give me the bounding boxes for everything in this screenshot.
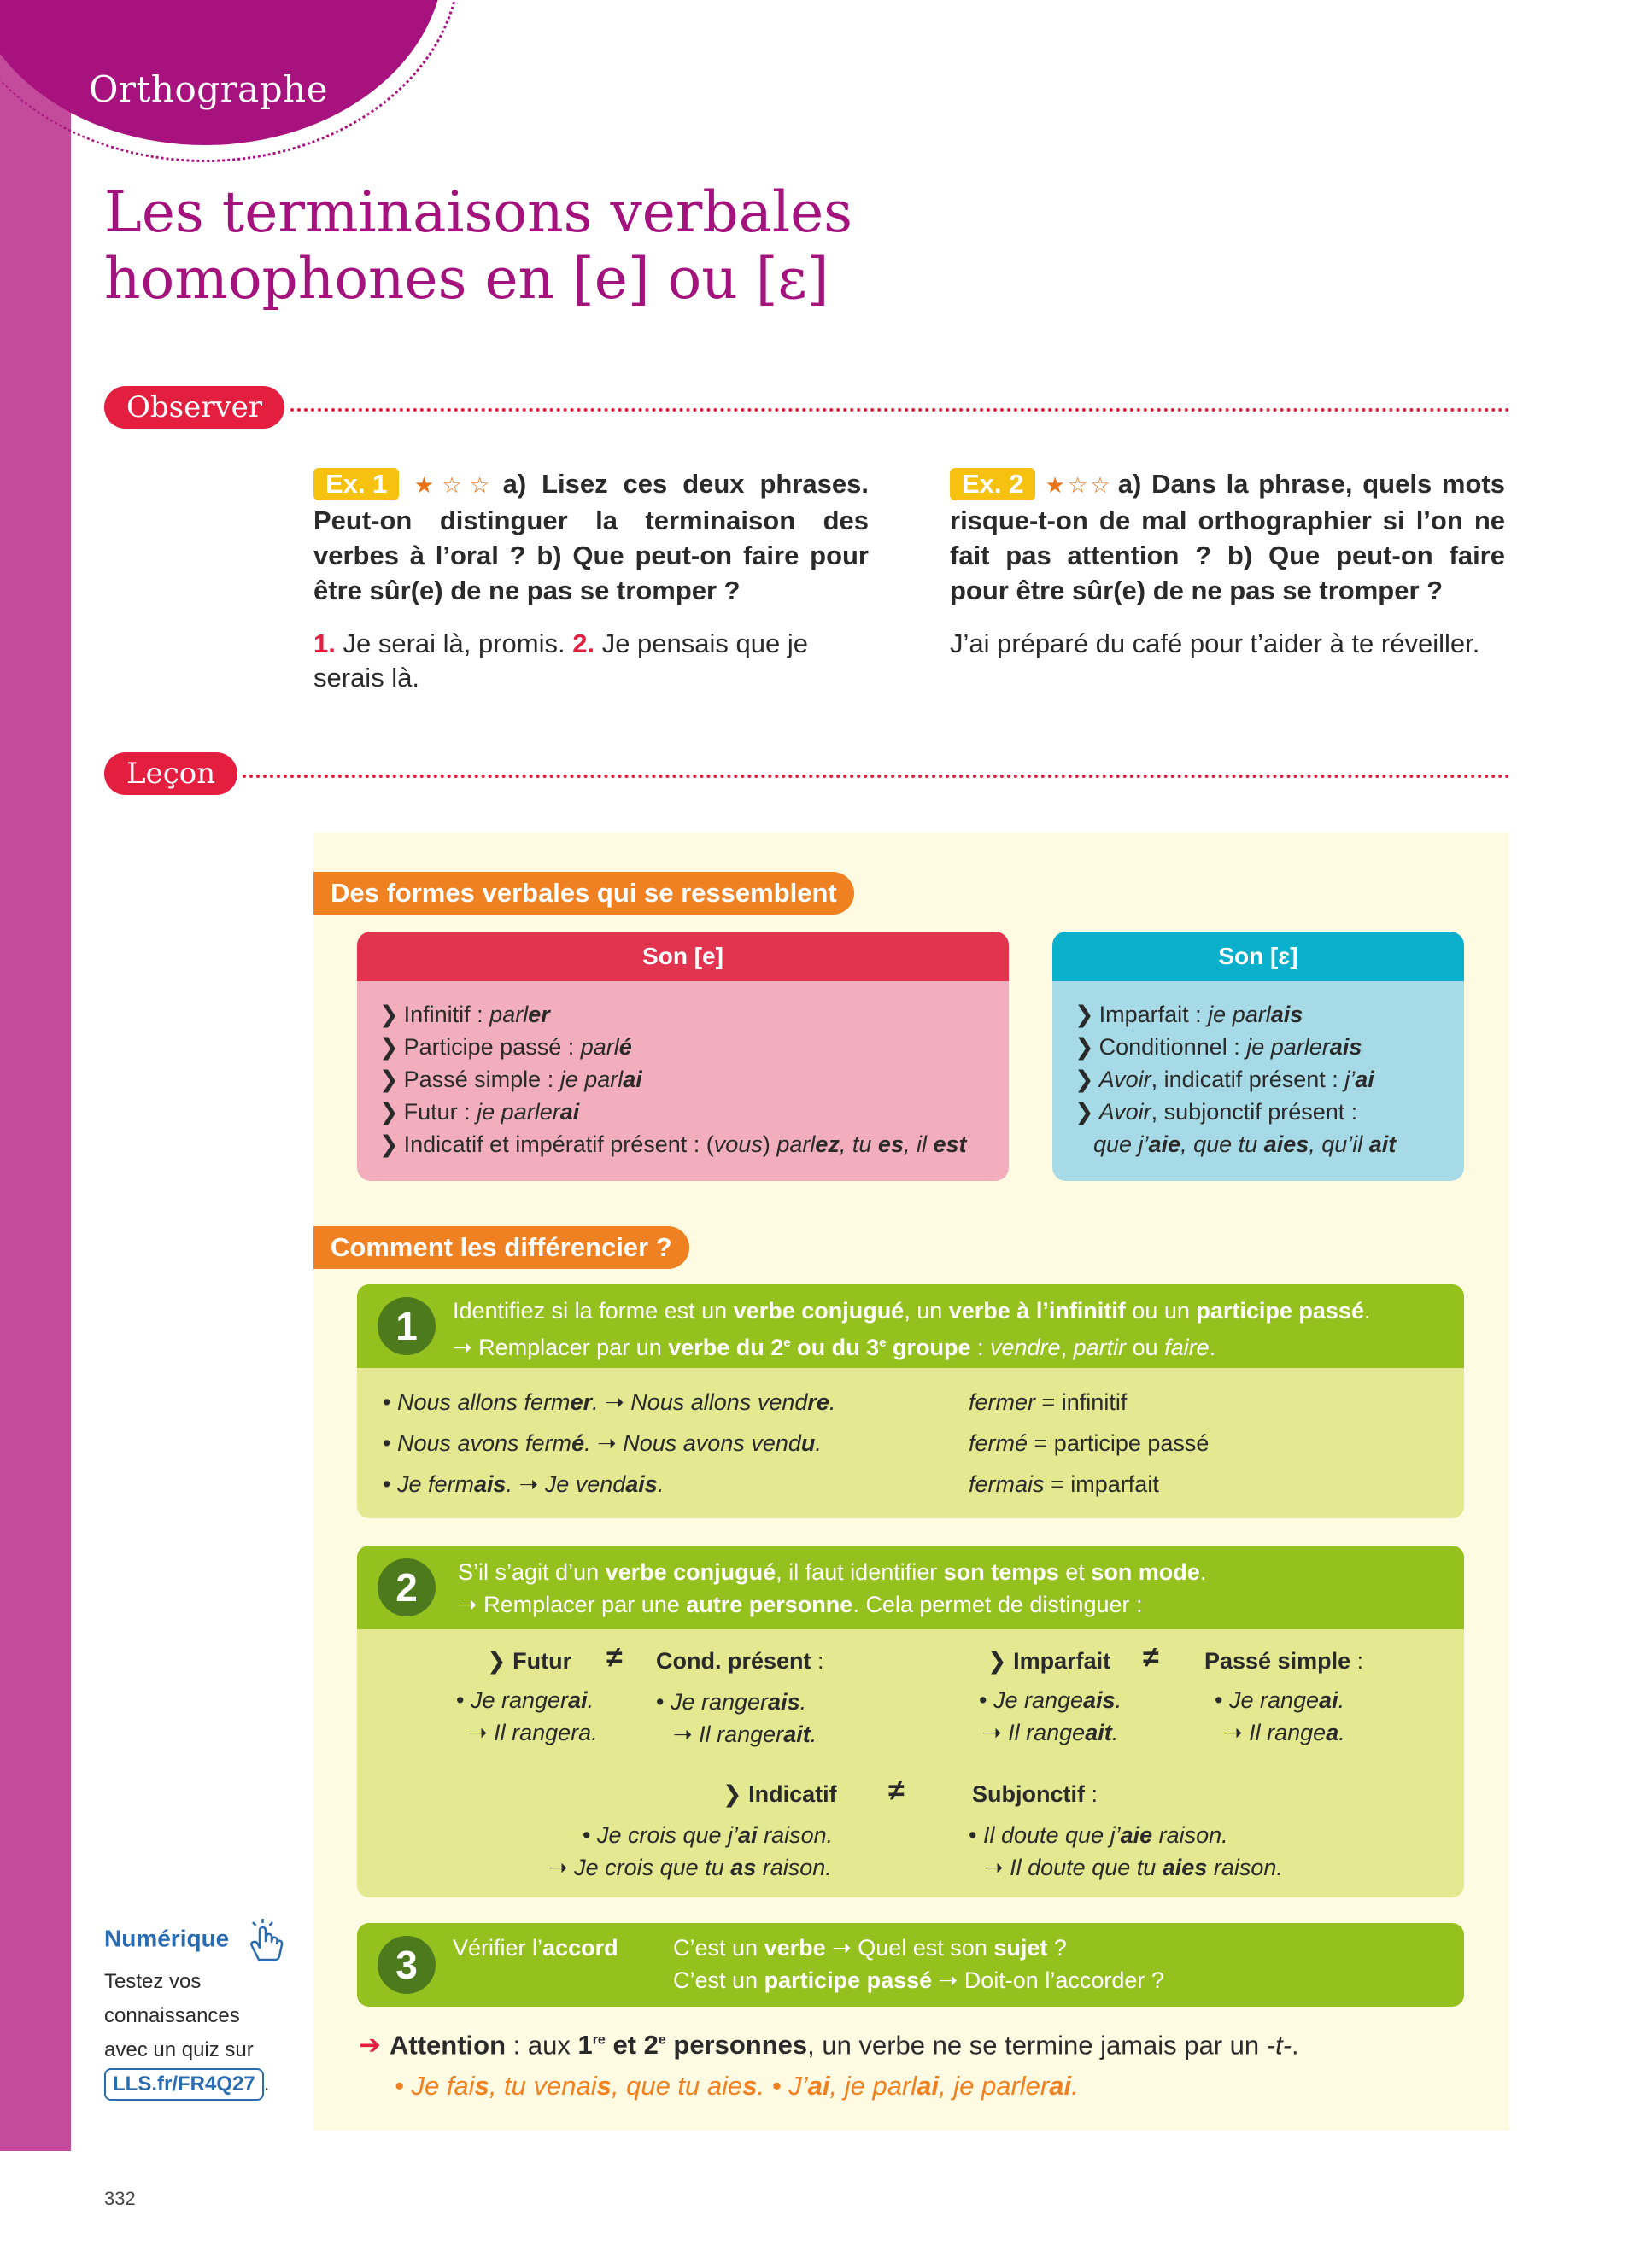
- page-number: 332: [104, 2188, 136, 2209]
- not-equal-icon: ≠: [606, 1641, 623, 1674]
- step-3-number: 3: [378, 1936, 436, 1994]
- exercise-1-sentences: 1. Je serai là, promis. 2. Je pensais que je serais là.: [313, 628, 808, 693]
- label-cond-present: Cond. présent :: [656, 1648, 824, 1674]
- list-item: que j’aie, que tu aies, qu’il ait: [1093, 1131, 1397, 1157]
- list-item: ❯ Avoir, subjonctif présent :: [1075, 1099, 1358, 1125]
- list-item: ❯ Avoir, indicatif présent : j’ai: [1075, 1067, 1374, 1092]
- example-line: • Je rangerais.: [656, 1689, 807, 1715]
- quiz-link[interactable]: LLS.fr/FR4Q27: [104, 2068, 264, 2101]
- attention-note: ➔ Attention : aux 1re et 2e personnes, un verbe ne se termine jamais par un -t-. • Je fais, tu venais, que tu aies. • J’ai, je parlai, je parlerai.: [359, 2020, 1299, 2107]
- example-line: ➝ Il rangerait.: [673, 1721, 817, 1747]
- label-passe-simple: Passé simple :: [1204, 1648, 1364, 1674]
- list-item: ❯ Imparfait : je parlais: [1075, 1002, 1303, 1027]
- block-1-title: Des formes verbales qui se ressemblent: [313, 872, 854, 915]
- label-indicatif: ❯ Indicatif: [723, 1781, 837, 1807]
- example-line: ➝ Il doute que tu aies raison.: [984, 1855, 1283, 1880]
- example-line: ➝ Il rangera.: [468, 1720, 598, 1745]
- list-item: ❯ Futur : je parlerai: [379, 1099, 580, 1125]
- not-equal-icon: ≠: [1143, 1641, 1159, 1674]
- exercise-2-question: a) Dans la phrase, quels mots risque-t-on de mal orthographier si l’on ne fait pas attention ? b) Que peut-on faire pour être sûr(e) de ne pas se tromper ?: [950, 469, 1505, 605]
- son-e-box: [357, 932, 1009, 1181]
- lecon-heading: Leçon: [104, 752, 237, 795]
- exercise-1-tag[interactable]: Ex. 1: [313, 468, 399, 500]
- example-line: • Je crois que j’ai raison.: [583, 1822, 834, 1848]
- example-line: • Il doute que j’aie raison.: [969, 1822, 1228, 1848]
- step-2: 2 S’il s’agit d’un verbe conjugué, il faut identifier son temps et son mode. ➝ Remplacer par une autre personne. Cela permet de distinguer : ❯ Futur ≠ Cond. présent : • Je rangerai. ➝ Il rangera. • Je rangerais. ➝ Il rangerait. ❯ Imparfait ≠ Passé simple : • Je rangeais. ➝ Il rangeait. • Je rangeai. ➝ Il rangea. ❯ Indicatif ≠ Subjonctif : • Je crois que j’ai raison. ➝ Je crois que tu as raison. • Il doute que j’aie raison. ➝ Il doute que tu aies raison.: [357, 1546, 1464, 1897]
- list-item: ❯ Conditionnel : je parlerais: [1075, 1034, 1362, 1060]
- label-futur: ❯ Futur: [487, 1648, 572, 1674]
- exercise-2: [950, 466, 1505, 661]
- example-line: • Je rangeai.: [1215, 1687, 1345, 1713]
- numerique-box: Numérique Testez vos connaissances avec un quiz sur LLS.fr/FR4Q27 .: [104, 1917, 301, 2101]
- example-line: • Je fermais. ➝ Je vendais.: [383, 1471, 665, 1497]
- example-line: • Nous allons fermer. ➝ Nous allons vendre.: [383, 1389, 836, 1415]
- example-line: • Je rangerai.: [456, 1687, 594, 1713]
- arrow-right-icon: ➔: [359, 2030, 381, 2060]
- section-label: Orthographe: [89, 68, 329, 110]
- step-1-number: 1: [378, 1297, 436, 1355]
- exercise-2-sentence: J’ai préparé du café pour t’aider à te réveiller.: [950, 628, 1480, 658]
- page-title-line-2: homophones en [e] ou [ɛ]: [104, 246, 829, 312]
- observer-dotted-rule: [290, 408, 1510, 412]
- page-title: [104, 179, 1300, 313]
- son-epsilon-box: [1052, 932, 1464, 1181]
- numerique-title: Numérique: [104, 1925, 230, 1952]
- label-subjonctif: Subjonctif :: [972, 1781, 1098, 1807]
- lecon-dotted-rule: [243, 775, 1510, 778]
- label-imparfait: ❯ Imparfait: [987, 1648, 1111, 1674]
- list-item: ❯ Infinitif : parler: [379, 1002, 550, 1027]
- example-gloss: fermer = infinitif: [969, 1389, 1128, 1415]
- list-item: ❯ Indicatif et impératif présent : (vous) parlez, tu es, il est: [379, 1131, 967, 1157]
- step-3-label: Vérifier l’accord: [453, 1935, 618, 1961]
- observer-heading: Observer: [104, 386, 284, 429]
- difficulty-stars-icon: ★☆☆: [1042, 472, 1113, 498]
- page-title-line-1: Les terminaisons verbales: [104, 179, 853, 245]
- exercise-2-tag[interactable]: Ex. 2: [950, 468, 1035, 500]
- example-line: • Je rangeais.: [979, 1687, 1122, 1713]
- example-line: ➝ Il rangeait.: [982, 1720, 1119, 1745]
- attention-examples: • Je fais, tu venais, que tu aies. • J’ai, je parlai, je parlerai.: [395, 2071, 1079, 2101]
- left-margin-bar: [0, 0, 71, 2151]
- step-2-number: 2: [378, 1558, 436, 1616]
- step-1: 1 Identifiez si la forme est un verbe conjugué, un verbe à l’infinitif ou un participe passé. ➝ Remplacer par un verbe du 2e ou du 3e groupe : vendre, partir ou faire. • Nous allons fermer. ➝ Nous allons vendre. • Nous avons fermé. ➝ Nous avons vendu. • Je fermais. ➝ Je vendais. fermer = infinitif fermé = participe passé fermais = imparfait: [357, 1284, 1464, 1518]
- example-gloss: fermais = imparfait: [969, 1471, 1159, 1497]
- step-3-line-1: C’est un verbe ➝ Quel est son sujet ?: [673, 1935, 1067, 1961]
- example-line: ➝ Je crois que tu as raison.: [548, 1855, 832, 1880]
- block-2-title: Comment les différencier ?: [313, 1226, 689, 1269]
- son-epsilon-title: Son [ɛ]: [1052, 932, 1464, 981]
- step-3: [357, 1923, 1464, 2007]
- not-equal-icon: ≠: [888, 1774, 905, 1807]
- example-gloss: fermé = participe passé: [969, 1430, 1210, 1456]
- pointer-hand-icon: [240, 1917, 288, 1965]
- example-line: ➝ Il rangea.: [1223, 1720, 1345, 1745]
- step-3-line-2: C’est un participe passé ➝ Doit-on l’accorder ?: [673, 1967, 1164, 1993]
- example-line: • Nous avons fermé. ➝ Nous avons vendu.: [383, 1430, 822, 1456]
- difficulty-stars-icon: ★☆☆: [406, 472, 498, 498]
- exercise-1: [313, 466, 869, 695]
- exercise-1-question: a) Lisez ces deux phrases. Peut-on distinguer la terminaison des verbes à l’oral ? b) Que peut-on faire pour être sûr(e) de ne pas se tromper ?: [313, 469, 869, 605]
- list-item: ❯ Participe passé : parlé: [379, 1034, 632, 1060]
- list-item: ❯ Passé simple : je parlai: [379, 1067, 642, 1092]
- son-e-title: Son [e]: [357, 932, 1009, 981]
